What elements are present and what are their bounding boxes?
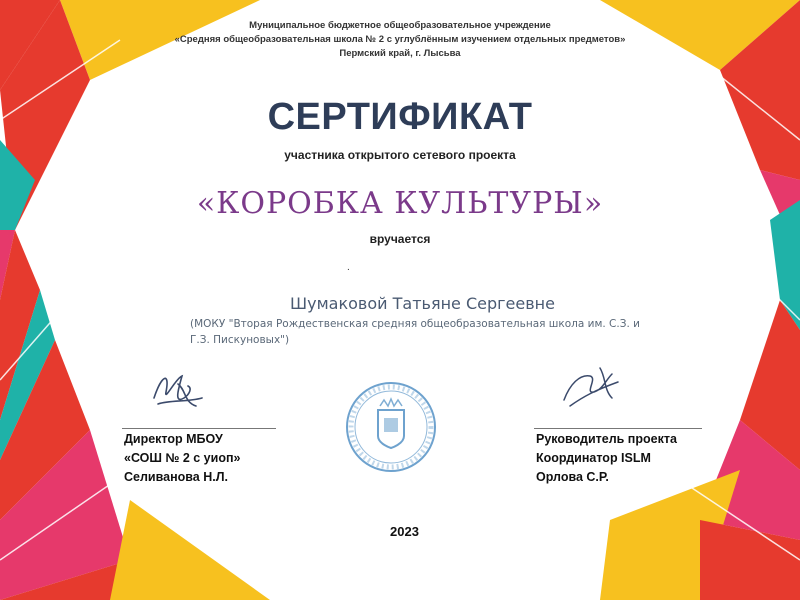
right-signature-line xyxy=(534,428,702,429)
certificate-year: 2023 xyxy=(390,524,419,539)
right-signatory-name: Орлова С.Р. xyxy=(536,470,609,484)
header-institution-line1: Муниципальное бюджетное общеобразовательное учреждение xyxy=(249,20,551,31)
recipient-name: Шумаковой Татьяне Сергеевне xyxy=(290,294,555,313)
recipient-org-line1: (МОКУ "Вторая Рождественская средняя общеобразовательная школа им. С.З. и xyxy=(190,318,640,330)
right-signature xyxy=(560,360,624,416)
left-signature-line xyxy=(122,428,276,429)
certificate-title: СЕРТИФИКАТ xyxy=(267,96,533,138)
official-stamp xyxy=(344,380,438,474)
header-location: Пермский край, г. Лысьва xyxy=(339,48,461,59)
bottom-yellow-triangle xyxy=(110,500,270,600)
awarded-text: вручается xyxy=(369,232,431,246)
left-signatory-role: Директор МБОУ xyxy=(124,432,223,446)
certificate-subtitle: участника открытого сетевого проекта xyxy=(284,148,516,162)
header-institution-line2: «Средняя общеобразовательная школа № 2 с углублённым изучением отдельных предметов» xyxy=(174,34,626,45)
project-name: «КОРОБКА КУЛЬТУРЫ» xyxy=(196,186,604,221)
recipient-org-line2: Г.З. Пискуновых") xyxy=(190,334,290,346)
right-signatory-role: Руководитель проекта xyxy=(536,432,677,446)
right-signatory-title: Координатор ISLM xyxy=(536,451,651,465)
left-signatory-name: Селиванова Н.Л. xyxy=(124,470,228,484)
left-signatory-org: «СОШ № 2 с уиоп» xyxy=(124,451,241,465)
dot-mark: . xyxy=(347,262,350,273)
left-signature xyxy=(148,368,208,414)
